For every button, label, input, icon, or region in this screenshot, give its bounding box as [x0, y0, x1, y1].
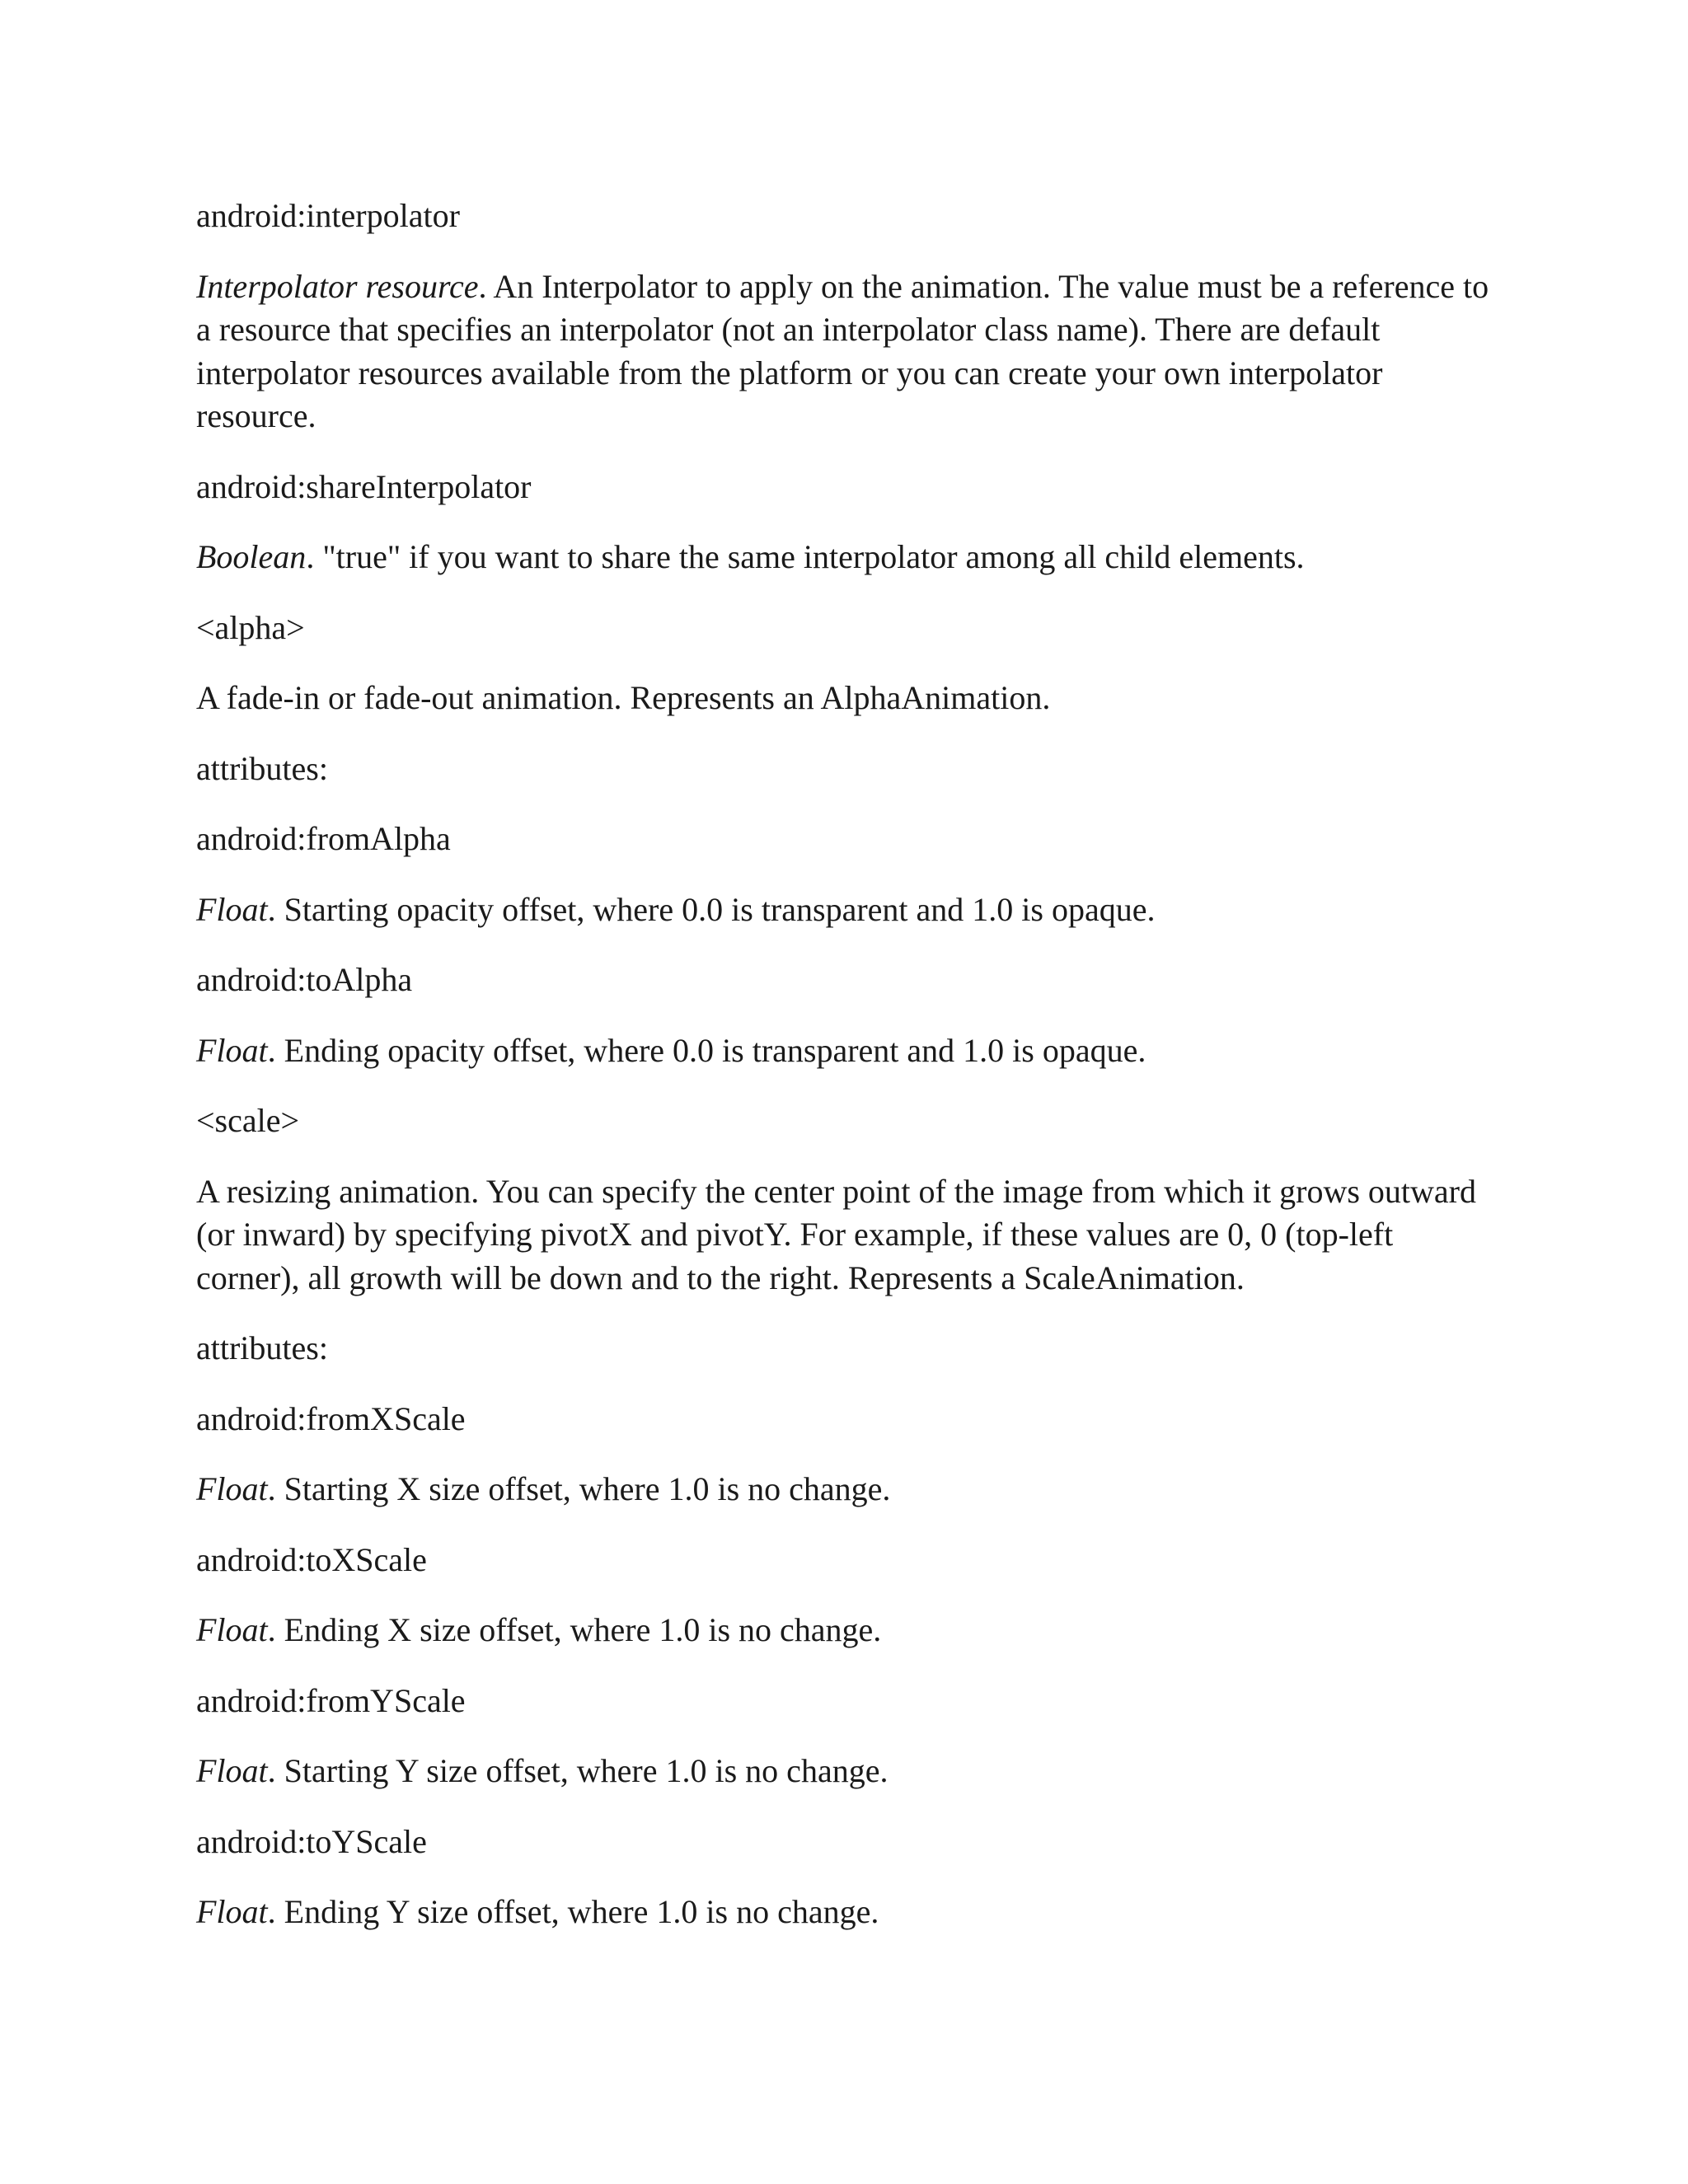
description-text: . Ending opacity offset, where 0.0 is transparent and 1.0 is opaque. [267, 1031, 1146, 1069]
attribute-type: Float [196, 890, 268, 928]
attribute-name-shareinterpolator: android:shareInterpolator [196, 467, 532, 505]
attribute-type: Float [196, 1893, 268, 1930]
description-text: . "true" if you want to share the same interpolator among all child elements. [306, 538, 1305, 575]
attribute-type: Float [196, 1470, 268, 1507]
attribute-description-interpolator [196, 265, 1498, 438]
document-page [196, 194, 1498, 1961]
description-text: . Starting X size offset, where 1.0 is no change. [267, 1470, 891, 1507]
attribute-description-toxscale [196, 1609, 1498, 1652]
attribute-type: Boolean [196, 538, 307, 575]
attribute-type: Float [196, 1611, 268, 1648]
attribute-description-shareinterpolator [196, 536, 1498, 579]
attributes-heading: attributes: [196, 749, 328, 787]
attribute-description-fromxscale [196, 1468, 1498, 1511]
attribute-description-fromyscale [196, 1750, 1498, 1793]
attribute-name-toyscale: android:toYScale [196, 1822, 427, 1860]
attribute-description-toyscale [196, 1891, 1498, 1934]
attribute-type: Float [196, 1031, 268, 1069]
element-description-scale: A resizing animation. You can specify the center point of the image from which it grows outward (or inward) by specifying pivotX and pivotY. For example, if these values are 0, 0 (top-left corner), all growth will be down and to the right. Represents a ScaleAnimation. [196, 1172, 1476, 1296]
attribute-name-toxscale: android:toXScale [196, 1540, 427, 1578]
description-text: . An Interpolator to apply on the animation. The value must be a reference to a resource that specifies an interpolator (not an interpolator class name). There are default interpolator resources available from the platform or you can create your own interpolator resource. [196, 267, 1489, 434]
attribute-type: Float [196, 1752, 268, 1789]
attribute-name-fromalpha: android:fromAlpha [196, 820, 451, 857]
description-text: . Ending Y size offset, where 1.0 is no change. [267, 1893, 879, 1930]
element-heading-scale: <scale> [196, 1102, 300, 1139]
attribute-name-fromxscale: android:fromXScale [196, 1399, 466, 1437]
attribute-name-fromyscale: android:fromYScale [196, 1681, 466, 1719]
element-heading-alpha: <alpha> [196, 608, 305, 646]
description-text: . Starting opacity offset, where 0.0 is transparent and 1.0 is opaque. [267, 890, 1156, 928]
attributes-heading: attributes: [196, 1329, 328, 1366]
attribute-description-fromalpha [196, 888, 1498, 932]
element-description-alpha: A fade-in or fade-out animation. Represents an AlphaAnimation. [196, 679, 1051, 716]
attribute-name-toalpha: android:toAlpha [196, 961, 413, 998]
attribute-description-toalpha [196, 1029, 1498, 1073]
attribute-name-interpolator: android:interpolator [196, 197, 460, 234]
description-text: . Ending X size offset, where 1.0 is no change. [267, 1611, 882, 1648]
description-text: . Starting Y size offset, where 1.0 is no change. [267, 1752, 889, 1789]
attribute-type: Interpolator resource [196, 267, 479, 305]
